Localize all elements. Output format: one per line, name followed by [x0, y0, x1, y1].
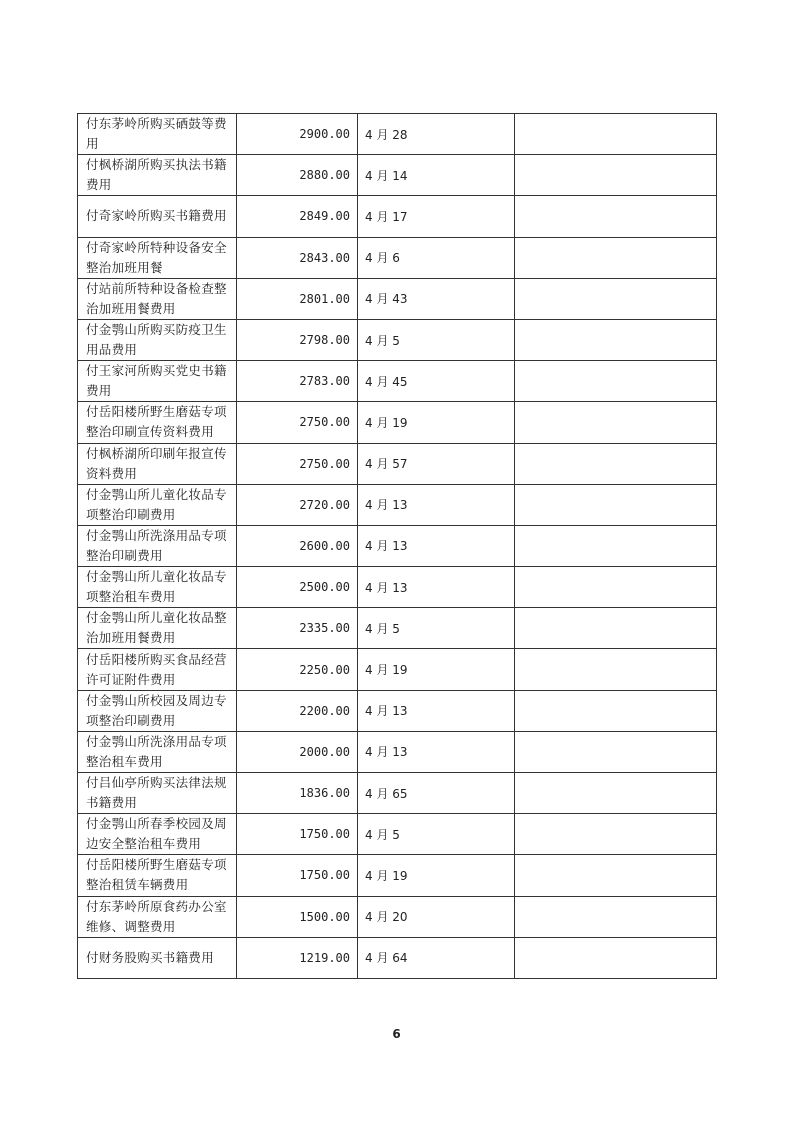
row-reference: 4 月 17: [358, 196, 515, 237]
row-description: 付站前所特种设备检查整治加班用餐费用: [78, 278, 237, 319]
row-amount: 1219.00: [237, 937, 358, 978]
row-amount: 2750.00: [237, 402, 358, 443]
row-amount: 2880.00: [237, 155, 358, 196]
table-row: [78, 649, 717, 690]
expense-table: [77, 113, 717, 979]
row-note: [515, 937, 717, 978]
row-description: 付金鹗山所春季校园及周边安全整治租车费用: [78, 814, 237, 855]
row-description: 付岳阳楼所野生磨菇专项整治租赁车辆费用: [78, 855, 237, 896]
table-row: [78, 731, 717, 772]
row-note: [515, 855, 717, 896]
row-reference: 4 月 65: [358, 773, 515, 814]
row-amount: 2200.00: [237, 690, 358, 731]
row-amount: 2250.00: [237, 649, 358, 690]
row-amount: 2783.00: [237, 361, 358, 402]
row-note: [515, 114, 717, 155]
row-note: [515, 731, 717, 772]
row-reference: 4 月 20: [358, 896, 515, 937]
row-reference: 4 月 19: [358, 649, 515, 690]
row-note: [515, 525, 717, 566]
row-description: 付岳阳楼所购买食品经营许可证附件费用: [78, 649, 237, 690]
row-amount: 1750.00: [237, 814, 358, 855]
row-reference: 4 月 45: [358, 361, 515, 402]
row-amount: 1750.00: [237, 855, 358, 896]
row-description: 付金鹗山所购买防疫卫生用品费用: [78, 319, 237, 360]
row-description: 付财务股购买书籍费用: [78, 937, 237, 978]
row-note: [515, 402, 717, 443]
row-amount: 2720.00: [237, 484, 358, 525]
table-row: [78, 608, 717, 649]
table-row: [78, 567, 717, 608]
row-description: 付东茅岭所购买硒鼓等费用: [78, 114, 237, 155]
row-description: 付吕仙亭所购买法律法规书籍费用: [78, 773, 237, 814]
row-amount: 2843.00: [237, 237, 358, 278]
row-description: 付枫桥湖所印刷年报宣传资料费用: [78, 443, 237, 484]
row-amount: 2600.00: [237, 525, 358, 566]
page-number: 6: [392, 1027, 401, 1041]
row-note: [515, 773, 717, 814]
row-description: 付金鹗山所儿童化妆品整治加班用餐费用: [78, 608, 237, 649]
row-reference: 4 月 13: [358, 690, 515, 731]
row-note: [515, 237, 717, 278]
row-amount: 2900.00: [237, 114, 358, 155]
table-row: [78, 443, 717, 484]
table-row: [78, 937, 717, 978]
row-reference: 4 月 43: [358, 278, 515, 319]
row-note: [515, 443, 717, 484]
row-reference: 4 月 13: [358, 525, 515, 566]
row-note: [515, 896, 717, 937]
row-description: 付金鹗山所儿童化妆品专项整治印刷费用: [78, 484, 237, 525]
row-amount: 2849.00: [237, 196, 358, 237]
row-reference: 4 月 5: [358, 319, 515, 360]
row-note: [515, 319, 717, 360]
row-reference: 4 月 13: [358, 731, 515, 772]
table-row: [78, 237, 717, 278]
table-row: [78, 361, 717, 402]
row-reference: 4 月 13: [358, 484, 515, 525]
row-reference: 4 月 5: [358, 814, 515, 855]
row-note: [515, 196, 717, 237]
row-description: 付奇家岭所购买书籍费用: [78, 196, 237, 237]
row-note: [515, 814, 717, 855]
table-row: [78, 114, 717, 155]
row-amount: 2801.00: [237, 278, 358, 319]
table-row: [78, 196, 717, 237]
row-note: [515, 484, 717, 525]
row-amount: 1836.00: [237, 773, 358, 814]
row-amount: 1500.00: [237, 896, 358, 937]
table-row: [78, 319, 717, 360]
row-amount: 2335.00: [237, 608, 358, 649]
table-row: [78, 690, 717, 731]
row-description: 付金鹗山所洗涤用品专项整治租车费用: [78, 731, 237, 772]
table-row: [78, 773, 717, 814]
row-reference: 4 月 19: [358, 855, 515, 896]
row-description: 付王家河所购买党史书籍费用: [78, 361, 237, 402]
table-row: [78, 525, 717, 566]
row-reference: 4 月 14: [358, 155, 515, 196]
table-row: [78, 155, 717, 196]
row-reference: 4 月 6: [358, 237, 515, 278]
row-description: 付岳阳楼所野生磨菇专项整治印刷宣传资料费用: [78, 402, 237, 443]
row-description: 付东茅岭所原食药办公室维修、调整费用: [78, 896, 237, 937]
expense-table-body: [78, 114, 717, 979]
row-reference: 4 月 28: [358, 114, 515, 155]
row-description: 付奇家岭所特种设备安全整治加班用餐: [78, 237, 237, 278]
row-description: 付金鹗山所洗涤用品专项整治印刷费用: [78, 525, 237, 566]
row-note: [515, 608, 717, 649]
row-amount: 2000.00: [237, 731, 358, 772]
row-note: [515, 361, 717, 402]
row-description: 付枫桥湖所购买执法书籍费用: [78, 155, 237, 196]
row-reference: 4 月 64: [358, 937, 515, 978]
table-row: [78, 896, 717, 937]
table-row: [78, 855, 717, 896]
row-reference: 4 月 5: [358, 608, 515, 649]
row-amount: 2750.00: [237, 443, 358, 484]
table-row: [78, 402, 717, 443]
table-row: [78, 814, 717, 855]
row-description: 付金鹗山所校园及周边专项整治印刷费用: [78, 690, 237, 731]
row-amount: 2500.00: [237, 567, 358, 608]
row-note: [515, 567, 717, 608]
row-reference: 4 月 19: [358, 402, 515, 443]
table-row: [78, 484, 717, 525]
row-note: [515, 155, 717, 196]
row-note: [515, 278, 717, 319]
row-description: 付金鹗山所儿童化妆品专项整治租车费用: [78, 567, 237, 608]
row-amount: 2798.00: [237, 319, 358, 360]
row-note: [515, 690, 717, 731]
table-row: [78, 278, 717, 319]
row-reference: 4 月 57: [358, 443, 515, 484]
row-reference: 4 月 13: [358, 567, 515, 608]
row-note: [515, 649, 717, 690]
